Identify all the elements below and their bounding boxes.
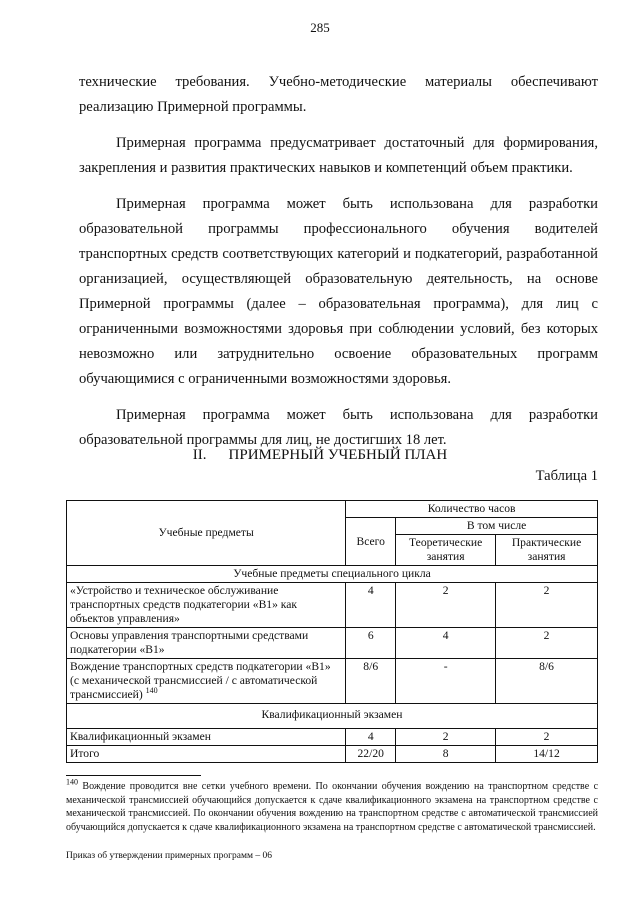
page-number: 285 (310, 20, 330, 35)
row-subject-cell (67, 659, 346, 704)
total-theory: 8 (396, 746, 496, 763)
row-total: 4 (346, 729, 396, 746)
row-total: 4 (346, 583, 396, 628)
paragraph-1: технические требования. Учебно-методические материалы обеспечивают реализацию Примерной программы. (79, 74, 598, 115)
row-total: 6 (346, 628, 396, 659)
footnote-marker: 140 (66, 777, 78, 787)
table-row (67, 628, 598, 659)
total-practice: 14/12 (496, 746, 598, 763)
body-text (79, 70, 598, 453)
header-total: Всего (346, 518, 396, 566)
header-including: В том числе (396, 518, 598, 535)
table-row (67, 659, 598, 704)
header-hours: Количество часов (346, 501, 598, 518)
page-footer: Приказ об утверждении примерных программ – 06 (66, 851, 272, 861)
table-group-row (67, 566, 598, 583)
header-subjects: Учебные предметы (67, 501, 346, 566)
row-practice: 2 (496, 583, 598, 628)
table-row (67, 729, 598, 746)
section-title: ПРИМЕРНЫЙ УЧЕБНЫЙ ПЛАН (228, 447, 448, 463)
table-caption: Таблица 1 (535, 468, 598, 484)
row-theory: 2 (396, 583, 496, 628)
table-row (67, 583, 598, 628)
row-subject-name: Вождение транспортных средств подкатегории «B1» (с механической трансмиссией / с автоматической трансмиссией) (70, 660, 331, 701)
section-number: II. (192, 447, 207, 463)
row-practice: 8/6 (496, 659, 598, 704)
total-label: Итого (67, 746, 346, 763)
paragraph-4: Примерная программа может быть использована для разработки образовательной программы для лиц, не достигших 18 лет. (79, 407, 598, 448)
footnote-divider (66, 775, 201, 776)
row-practice: 2 (496, 729, 598, 746)
row-subject-name: Основы управления транспортными средствами подкатегории «B1» (67, 628, 346, 659)
row-practice: 2 (496, 628, 598, 659)
group-exam: Квалификационный экзамен (67, 704, 598, 729)
paragraph-3: Примерная программа может быть использована для разработки образовательной программы профессионального обучения водителей транспортных средств соответствующих категорий и подкатегорий, разработанной организацией, осуществляющей образовательную деятельность, на основе Примерной программы (далее – образовательная программа), для лиц с ограниченными возможностями здоровья при соблюдении условий, без которых невозможно или затруднительно освоение образовательных программ обучающимися с ограниченными возможностями здоровья. (79, 196, 598, 387)
table-header-row (67, 501, 598, 518)
table-group-row (67, 704, 598, 729)
row-subject-name: «Устройство и техническое обслуживание транспортных средств подкатегории «B1» как объектов управления» (67, 583, 346, 628)
total-hours: 22/20 (346, 746, 396, 763)
footnote (66, 777, 599, 834)
table-total-row (67, 746, 598, 763)
row-theory: 4 (396, 628, 496, 659)
footnote-text: Вождение проводится вне сетки учебного времени. По окончании обучения вождению на транспортном средстве с механической трансмиссией обучающийся допускается к сдаче квалификационного экзамена на транспортном средстве с механической трансмиссией. По окончании обучения вождению на транспортном средстве с автоматической трансмиссией обучающийся допускается к сдаче квалификационного экзамена на транспортном средстве с автоматической трансмиссией. (66, 781, 599, 833)
row-theory: 2 (396, 729, 496, 746)
row-theory: - (396, 659, 496, 704)
curriculum-table (66, 500, 598, 763)
group-special-cycle: Учебные предметы специального цикла (67, 566, 598, 583)
header-practice: Практические занятия (496, 535, 598, 566)
paragraph-2: Примерная программа предусматривает достаточный для формирования, закрепления и развития практических навыков и компетенций объем практики. (79, 135, 598, 176)
header-theory: Теоретические занятия (396, 535, 496, 566)
footnote-ref: 140 (145, 686, 158, 696)
section-heading (0, 447, 640, 464)
row-total: 8/6 (346, 659, 396, 704)
row-subject-name: Квалификационный экзамен (67, 729, 346, 746)
